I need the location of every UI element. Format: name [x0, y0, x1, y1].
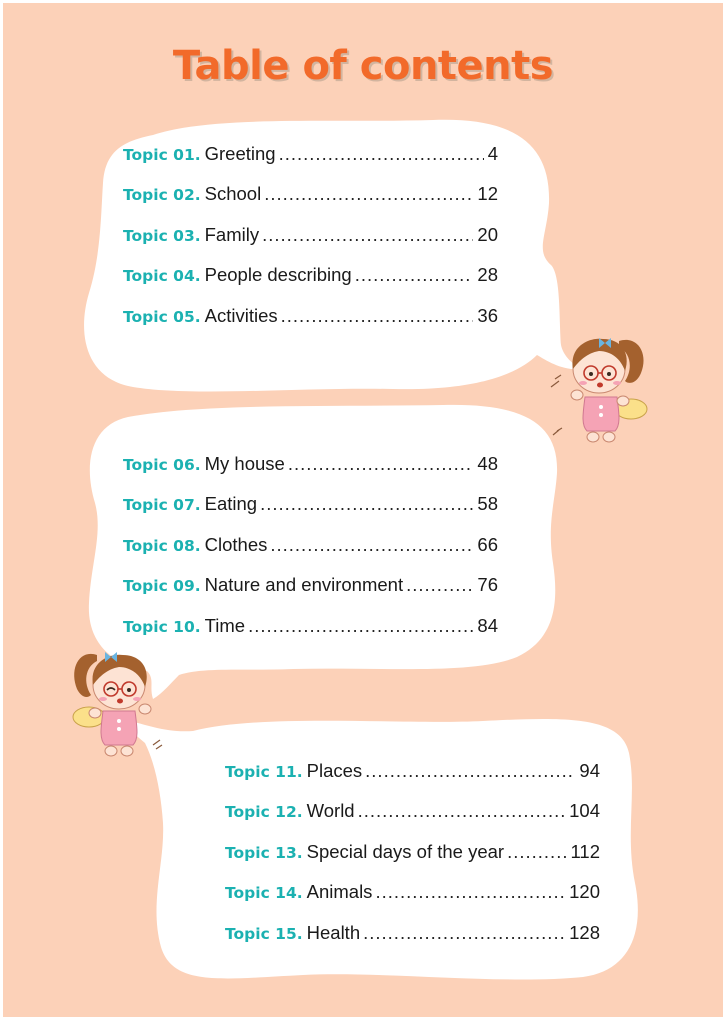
dot-leader [365, 760, 575, 782]
page-number: 128 [569, 922, 600, 943]
toc-entry-topic-02[interactable] [123, 183, 498, 205]
topic-title: School [204, 183, 262, 204]
topic-label: Topic 08. [123, 537, 201, 555]
dot-leader [279, 143, 484, 165]
dot-leader [507, 841, 566, 863]
topic-title: Animals [306, 881, 373, 902]
toc-entry-topic-08[interactable] [123, 534, 498, 556]
toc-entry-topic-14[interactable] [225, 881, 600, 903]
topic-label: Topic 03. [123, 227, 201, 245]
dot-leader [262, 224, 473, 246]
page-number: 104 [569, 800, 600, 821]
page-number: 12 [477, 183, 498, 204]
dot-leader [248, 615, 473, 637]
topic-title: Time [204, 615, 246, 636]
topic-label: Topic 15. [225, 925, 303, 943]
toc-entry-topic-04[interactable] [123, 264, 498, 286]
page-number: 36 [477, 305, 498, 326]
page-number: 66 [477, 534, 498, 555]
topic-title: My house [204, 453, 285, 474]
page-number: 20 [477, 224, 498, 245]
dot-leader [406, 574, 473, 596]
topic-title: Greeting [204, 143, 276, 164]
topic-label: Topic 02. [123, 186, 201, 204]
topic-title: Family [204, 224, 260, 245]
page-number: 120 [569, 881, 600, 902]
dot-leader [264, 183, 473, 205]
dot-leader [355, 264, 474, 286]
topic-label: Topic 07. [123, 496, 201, 514]
dot-leader [358, 800, 566, 822]
topic-label: Topic 05. [123, 308, 201, 326]
topic-title: Places [306, 760, 363, 781]
topic-title: Activities [204, 305, 278, 326]
dot-leader [281, 305, 474, 327]
dot-leader [260, 493, 473, 515]
topic-title: Special days of the year [306, 841, 505, 862]
girl-with-glasses-illustration [551, 321, 651, 451]
dot-leader [270, 534, 473, 556]
toc-page [3, 3, 723, 1017]
topic-title: Health [306, 922, 361, 943]
toc-entry-topic-01[interactable] [123, 143, 498, 165]
topic-title: People describing [204, 264, 352, 285]
toc-entry-topic-11[interactable] [225, 760, 600, 782]
toc-entry-topic-12[interactable] [225, 800, 600, 822]
topic-label: Topic 04. [123, 267, 201, 285]
toc-entry-topic-05[interactable] [123, 305, 498, 327]
dot-leader [288, 453, 474, 475]
toc-entry-topic-15[interactable] [225, 922, 600, 944]
dot-leader [363, 922, 565, 944]
topic-label: Topic 13. [225, 844, 303, 862]
page-number: 84 [477, 615, 498, 636]
topic-title: Nature and environment [204, 574, 404, 595]
toc-entry-topic-09[interactable] [123, 574, 498, 596]
topic-label: Topic 06. [123, 456, 201, 474]
page-number: 112 [570, 841, 600, 862]
page-number: 4 [487, 143, 498, 164]
toc-entry-topic-13[interactable] [225, 841, 600, 863]
topic-label: Topic 10. [123, 618, 201, 636]
page-title: Table of contents [172, 43, 554, 89]
topic-title: Eating [204, 493, 258, 514]
toc-entry-topic-06[interactable] [123, 453, 498, 475]
topic-label: Topic 09. [123, 577, 201, 595]
page-number: 76 [477, 574, 498, 595]
toc-entry-topic-03[interactable] [123, 224, 498, 246]
topic-title: Clothes [204, 534, 268, 555]
toc-entry-topic-07[interactable] [123, 493, 498, 515]
topic-label: Topic 11. [225, 763, 303, 781]
topic-label: Topic 01. [123, 146, 201, 164]
page-number: 94 [579, 760, 600, 781]
page-number: 28 [477, 264, 498, 285]
dot-leader [375, 881, 565, 903]
topic-label: Topic 12. [225, 803, 303, 821]
page-number: 58 [477, 493, 498, 514]
girl-with-glasses-winking-illustration [67, 635, 167, 765]
topic-label: Topic 14. [225, 884, 303, 902]
page-number: 48 [477, 453, 498, 474]
topic-title: World [306, 800, 355, 821]
toc-entry-topic-10[interactable] [123, 615, 498, 637]
